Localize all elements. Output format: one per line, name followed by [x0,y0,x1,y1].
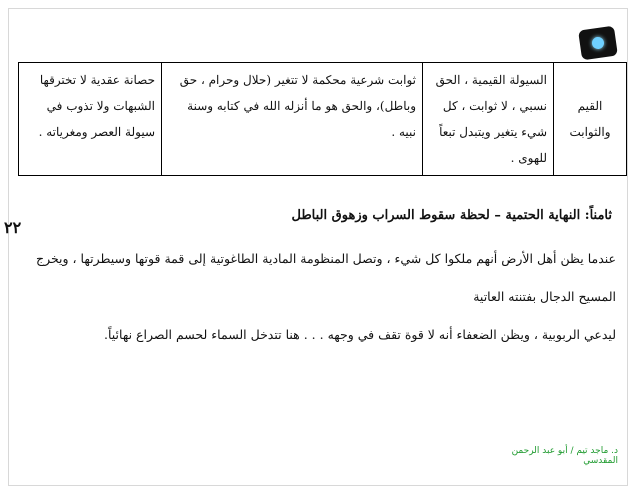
site-logo-icon [578,26,618,61]
paragraph-line-2: ليدعي الربوبية ، ويظن الضعفاء أنه لا قوة تقف في وجهه . . . هنا تتدخل السماء لحسم الصراع نهائياً. [103,327,616,342]
values-table [18,62,627,176]
author-credit: د. ماجد تيم / أبو عبد الرحمن المقدسي [511,446,618,466]
paragraph-line-1: عندما يظن أهل الأرض أنهم ملكوا كل شيء ، وتصل المنظومة المادية الطاغوتية إلى قمة قوتها وسيطرتها ، ويخرج المسيح الدجال بفتنته العاتية [36,251,616,304]
table-cell-immunity: حصانة عقدية لا تخترقها الشبهات ولا تذوب في سيولة العصر ومغرياته . [19,63,162,176]
section-heading: ثامناً: النهاية الحتمية – لحظة سقوط السراب وزهوق الباطل [291,208,612,223]
body-paragraph [20,240,616,354]
table-cell-constants: ثوابت شرعية محكمة لا تتغير (حلال وحرام ، حق وباطل)، والحق هو ما أنزله الله في كتابه وسنة نبيه . [162,63,423,176]
table-cell-relativism: السيولة القيمية ، الحق نسبي ، لا ثوابت ، كل شيء يتغير ويتبدل تبعاً للهوى . [423,63,554,176]
table-row [19,63,627,176]
table-header-cell: القيم والثوابت [554,63,627,176]
page-number: ٢٢ [4,218,22,237]
logo-glow [591,36,605,50]
